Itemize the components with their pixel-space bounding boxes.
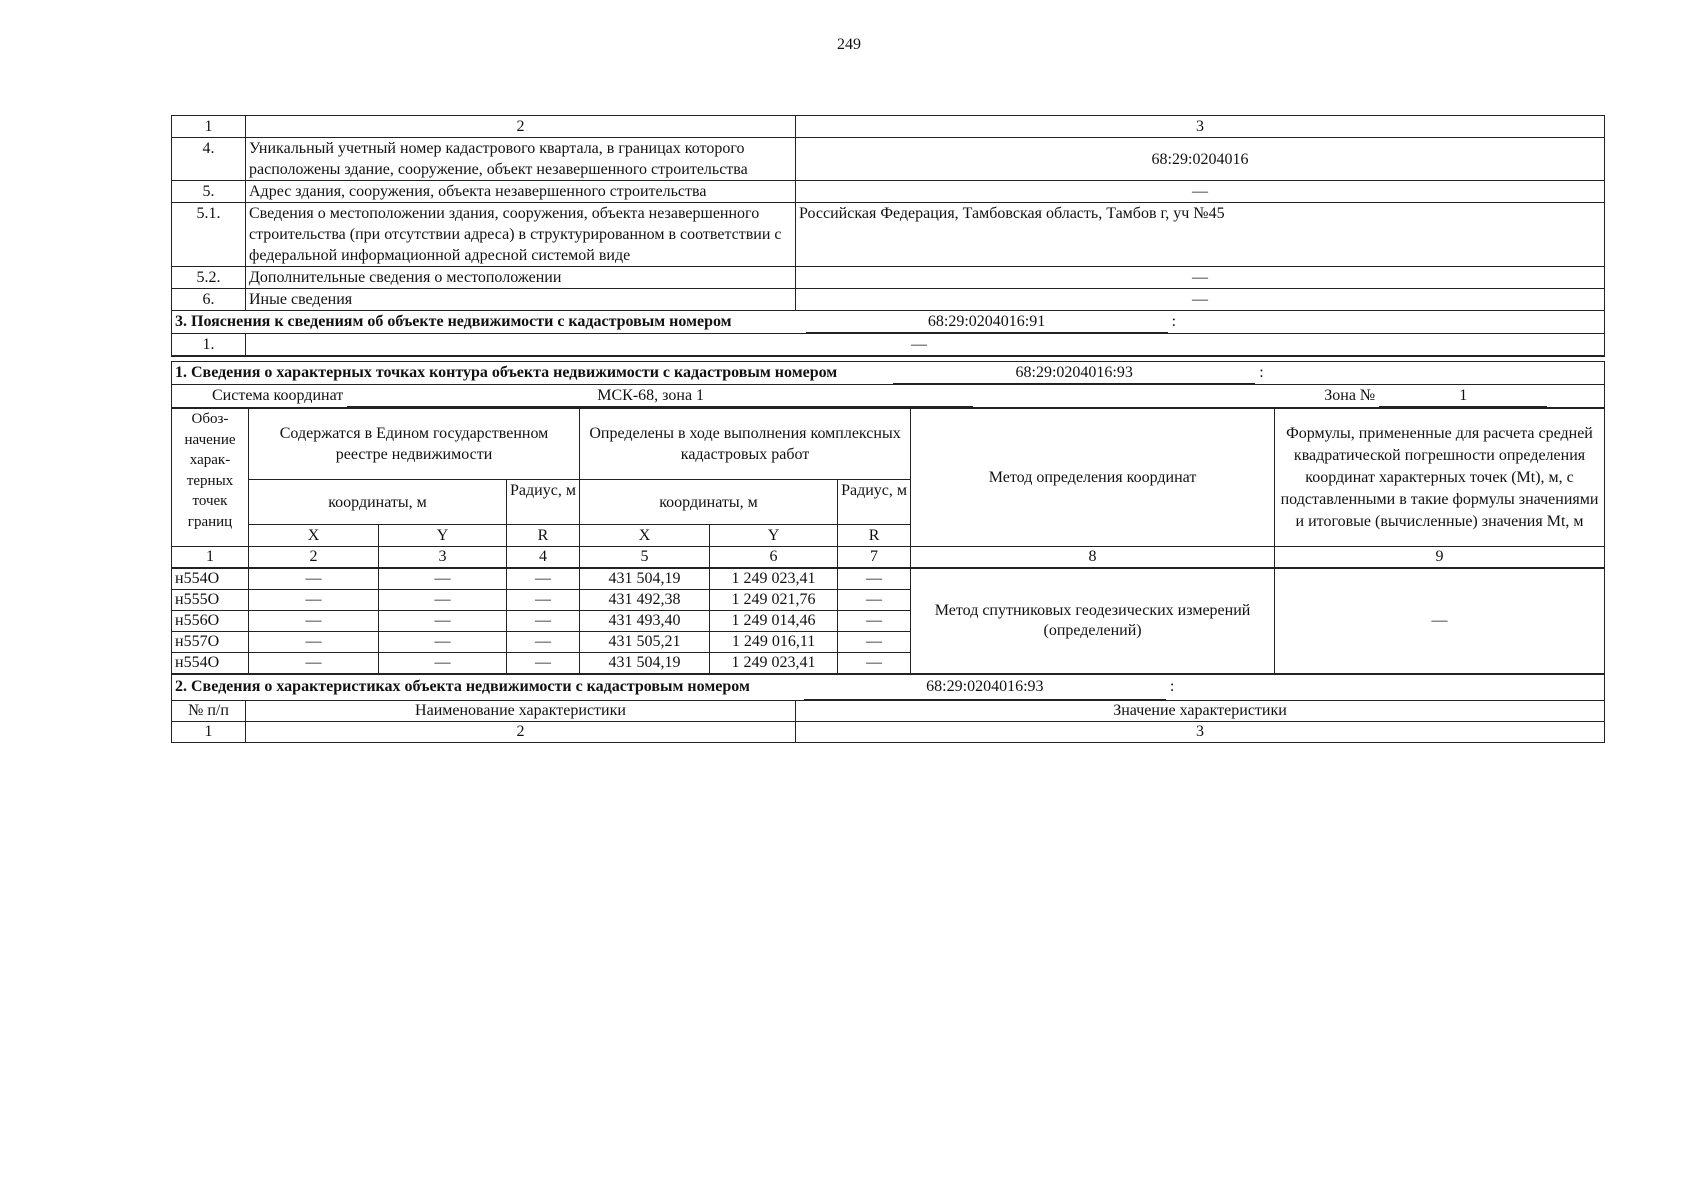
col-number: 5 <box>580 547 710 569</box>
point-name: н554О <box>172 653 249 674</box>
determined-y: 1 249 014,46 <box>710 611 838 632</box>
determined-r: — <box>838 590 911 611</box>
header-designation: Обоз-начение харак-терных точек границ <box>172 409 249 547</box>
header-y: Y <box>710 525 838 547</box>
coord-system-value: МСК-68, зона 1 <box>597 387 705 404</box>
registry-r: — <box>507 653 580 674</box>
row-number: 5.2. <box>172 267 246 289</box>
determined-y: 1 249 023,41 <box>710 568 838 590</box>
points-header-row-1 <box>172 409 1605 480</box>
table-row <box>172 203 1605 267</box>
header-registry: Содержатся в Едином государственном реестре недвижимости <box>249 409 580 480</box>
zone-label: Зона № <box>1324 387 1376 404</box>
coordinate-system-row <box>172 385 1605 408</box>
point-name: н557О <box>172 632 249 653</box>
header-cell: 2 <box>246 116 796 138</box>
header-x: X <box>580 525 710 547</box>
col-number: 2 <box>249 547 379 569</box>
section1-header-table <box>171 361 1605 408</box>
characteristics-table <box>171 674 1605 743</box>
formulas-value: — <box>1275 568 1605 674</box>
determined-y: 1 249 023,41 <box>710 653 838 674</box>
determined-r: — <box>838 632 911 653</box>
col-number: 8 <box>911 547 1275 569</box>
header-coords: координаты, м <box>249 480 507 525</box>
registry-x: — <box>249 568 379 590</box>
document-sheet <box>171 115 1605 743</box>
col-number: 1 <box>172 722 246 743</box>
row-value: — <box>796 289 1605 311</box>
row-number: 1. <box>172 334 246 357</box>
col-number: 6 <box>710 547 838 569</box>
registry-r: — <box>507 611 580 632</box>
method-value: Метод спутниковых геодезических измерений (определений) <box>911 568 1275 674</box>
row-number: 6. <box>172 289 246 311</box>
header-x: X <box>249 525 379 547</box>
table-row <box>172 267 1605 289</box>
row-name: Уникальный учетный номер кадастрового квартала, в границах которого расположены здание, сооружение, объект незавершенного строительства <box>246 138 796 181</box>
header-r: R <box>838 525 911 547</box>
header-radius: Радиус, м <box>507 480 580 525</box>
registry-x: — <box>249 653 379 674</box>
header-num: № п/п <box>172 701 246 722</box>
point-name: н556О <box>172 611 249 632</box>
determined-x: 431 504,19 <box>580 653 710 674</box>
section1-title: 1. Сведения о характерных точках контура объекта недвижимости с кадастровым номером <box>175 364 838 381</box>
header-r: R <box>507 525 580 547</box>
coord-system-label: Система координат <box>212 387 344 404</box>
determined-x: 431 505,21 <box>580 632 710 653</box>
table-header-row <box>172 116 1605 138</box>
registry-r: — <box>507 632 580 653</box>
row-name: Сведения о местоположении здания, сооружения, объекта незавершенного строительства (при отсутствии адреса) в структурированном в соответствии с федеральной информационной адресной системой виде <box>246 203 796 267</box>
determined-r: — <box>838 611 911 632</box>
row-value: Российская Федерация, Тамбовская область, Тамбов г, уч №45 <box>796 203 1605 267</box>
object-info-table <box>171 115 1605 357</box>
registry-r: — <box>507 568 580 590</box>
col-number: 2 <box>246 722 796 743</box>
column-numbers-row <box>172 722 1605 743</box>
row-name: Адрес здания, сооружения, объекта незавершенного строительства <box>246 181 796 203</box>
col-number: 4 <box>507 547 580 569</box>
column-numbers-row <box>172 547 1605 569</box>
table-row <box>172 138 1605 181</box>
determined-r: — <box>838 568 911 590</box>
registry-x: — <box>249 632 379 653</box>
section3-title: 3. Пояснения к сведениям об объекте недвижимости с кадастровым номером <box>175 313 732 330</box>
col-number: 7 <box>838 547 911 569</box>
col-number: 3 <box>796 722 1605 743</box>
header-name: Наименование характеристики <box>246 701 796 722</box>
section3-cadastral-number: 68:29:0204016:91 <box>806 311 1168 333</box>
section1-colon: : <box>1259 364 1264 381</box>
header-coords: координаты, м <box>580 480 838 525</box>
registry-y: — <box>379 568 507 590</box>
registry-x: — <box>249 611 379 632</box>
determined-x: 431 493,40 <box>580 611 710 632</box>
registry-y: — <box>379 590 507 611</box>
point-name: н554О <box>172 568 249 590</box>
points-table <box>171 408 1605 674</box>
determined-y: 1 249 021,76 <box>710 590 838 611</box>
zone-value: 1 <box>1379 385 1547 407</box>
section3-colon: : <box>1171 313 1177 330</box>
registry-x: — <box>249 590 379 611</box>
table-row <box>172 289 1605 311</box>
row-name: Дополнительные сведения о местоположении <box>246 267 796 289</box>
header-y: Y <box>379 525 507 547</box>
row-value: — <box>911 336 927 353</box>
section1-cadastral-number: 68:29:0204016:93 <box>893 362 1255 384</box>
registry-y: — <box>379 632 507 653</box>
header-method: Метод определения координат <box>911 409 1275 547</box>
registry-y: — <box>379 611 507 632</box>
row-value: 68:29:0204016 <box>796 138 1605 181</box>
col-number: 3 <box>379 547 507 569</box>
row-value: — <box>796 267 1605 289</box>
section3-row <box>172 334 1605 357</box>
table-row <box>172 181 1605 203</box>
page-number: 249 <box>837 36 861 53</box>
row-name: Иные сведения <box>246 289 796 311</box>
section3-title-row <box>172 311 1605 334</box>
section1-title-row <box>172 362 1605 385</box>
section2-title-row <box>172 675 1605 701</box>
header-radius: Радиус, м <box>838 480 911 525</box>
table-row <box>172 568 1605 590</box>
header-cell: 1 <box>172 116 246 138</box>
col-number: 9 <box>1275 547 1605 569</box>
row-number: 4. <box>172 138 246 181</box>
col-number: 1 <box>172 547 249 569</box>
point-name: н555О <box>172 590 249 611</box>
section2-title: 2. Сведения о характеристиках объекта недвижимости с кадастровым номером <box>175 678 750 695</box>
determined-r: — <box>838 653 911 674</box>
header-determined: Определены в ходе выполнения комплексных кадастровых работ <box>580 409 911 480</box>
row-number: 5.1. <box>172 203 246 267</box>
registry-r: — <box>507 590 580 611</box>
registry-y: — <box>379 653 507 674</box>
determined-x: 431 492,38 <box>580 590 710 611</box>
section2-cadastral-number: 68:29:0204016:93 <box>804 675 1166 700</box>
header-cell: 3 <box>796 116 1605 138</box>
determined-y: 1 249 016,11 <box>710 632 838 653</box>
characteristics-header-row <box>172 701 1605 722</box>
section2-colon: : <box>1169 678 1175 695</box>
header-formulas: Формулы, примененные для расчета средней квадратической погрешности определения координат характерных точек (Mt), м, с подставленными в такие формулы значениями и итоговые (вычисленные) значения Mt, м <box>1275 409 1605 547</box>
row-number: 5. <box>172 181 246 203</box>
determined-x: 431 504,19 <box>580 568 710 590</box>
header-value: Значение характеристики <box>796 701 1605 722</box>
row-value: — <box>796 181 1605 203</box>
